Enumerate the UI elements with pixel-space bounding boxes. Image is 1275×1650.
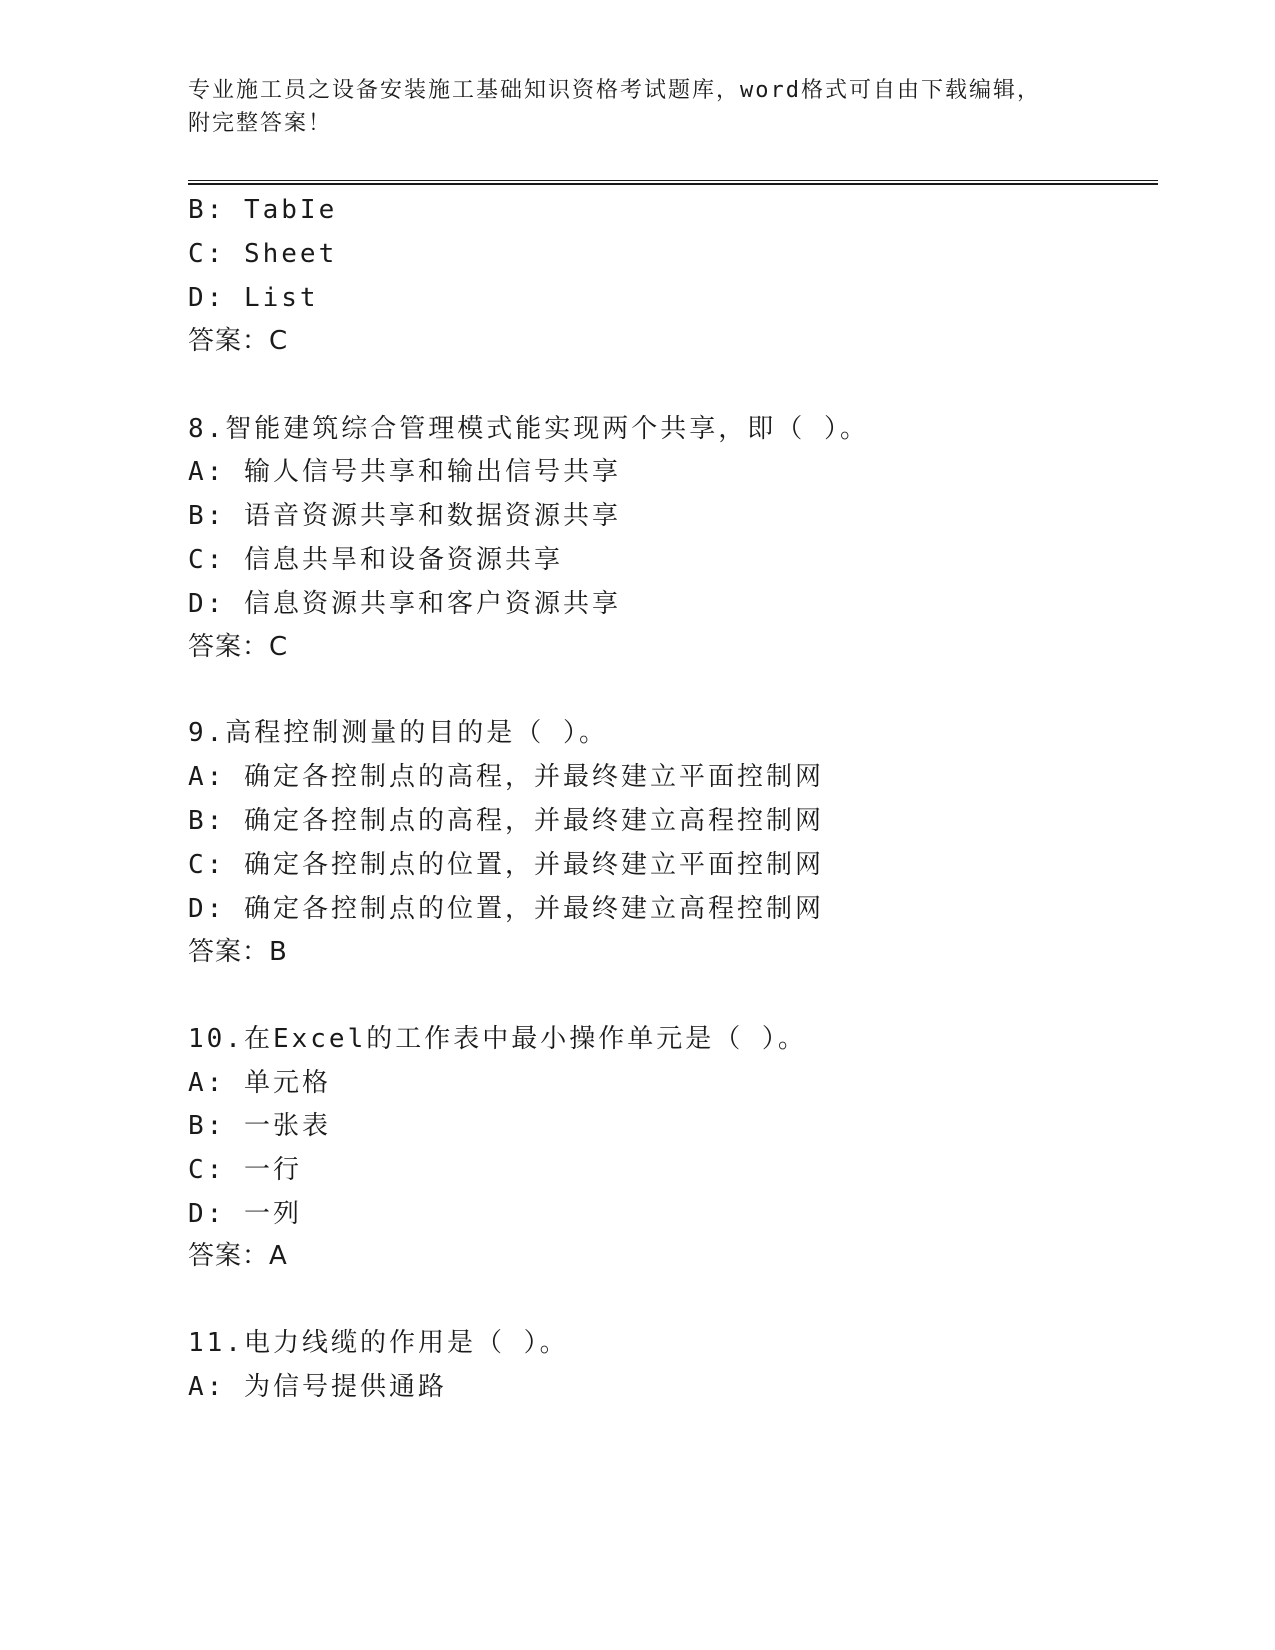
q9-option-c: C: 确定各控制点的位置，并最终建立平面控制网 (188, 850, 824, 880)
q9-option-a: A: 确定各控制点的高程，并最终建立平面控制网 (188, 762, 824, 792)
header-line-1: 专业施工员之设备安装施工基础知识资格考试题库，word格式可自由下载编辑， (188, 78, 1041, 103)
q9-answer: 答案：B (188, 937, 288, 967)
q8-option-b: B: 语音资源共享和数据资源共享 (188, 501, 621, 531)
q10-option-b: B: 一张表 (188, 1111, 331, 1141)
q8-option-d: D: 信息资源共享和客户资源共享 (188, 589, 621, 619)
q10-stem: 10.在Excel的工作表中最小操作单元是（ ）。 (188, 1024, 807, 1054)
q10-option-d: D: 一列 (188, 1199, 302, 1229)
q8-stem: 8.智能建筑综合管理模式能实现两个共享，即（ ）。 (188, 414, 869, 444)
header-line-2: 附完整答案！ (188, 111, 333, 136)
q9-option-d: D: 确定各控制点的位置，并最终建立高程控制网 (188, 894, 824, 924)
q8-option-a: A: 输人信号共享和输出信号共享 (188, 457, 621, 487)
q8-option-c: C: 信息共旱和设备资源共享 (188, 545, 563, 575)
q11-option-a: A: 为信号提供通路 (188, 1372, 447, 1402)
q7-option-b: B: TabIe (188, 195, 338, 225)
q7-answer: 答案：C (188, 326, 289, 356)
header-divider-thick (188, 183, 1158, 185)
q7-option-c: C: Sheet (188, 239, 338, 269)
document-header (188, 74, 1088, 140)
q9-option-b: B: 确定各控制点的高程，并最终建立高程控制网 (188, 806, 824, 836)
q9-stem: 9.高程控制测量的目的是（ ）。 (188, 718, 608, 748)
header-divider-thin (188, 180, 1158, 181)
q8-answer: 答案：C (188, 632, 289, 662)
q10-option-a: A: 单元格 (188, 1068, 331, 1098)
q7-option-d: D: List (188, 283, 319, 313)
q11-stem: 11.电力线缆的作用是（ ）。 (188, 1328, 569, 1358)
q10-answer: 答案：A (188, 1241, 288, 1271)
q10-option-c: C: 一行 (188, 1155, 302, 1185)
